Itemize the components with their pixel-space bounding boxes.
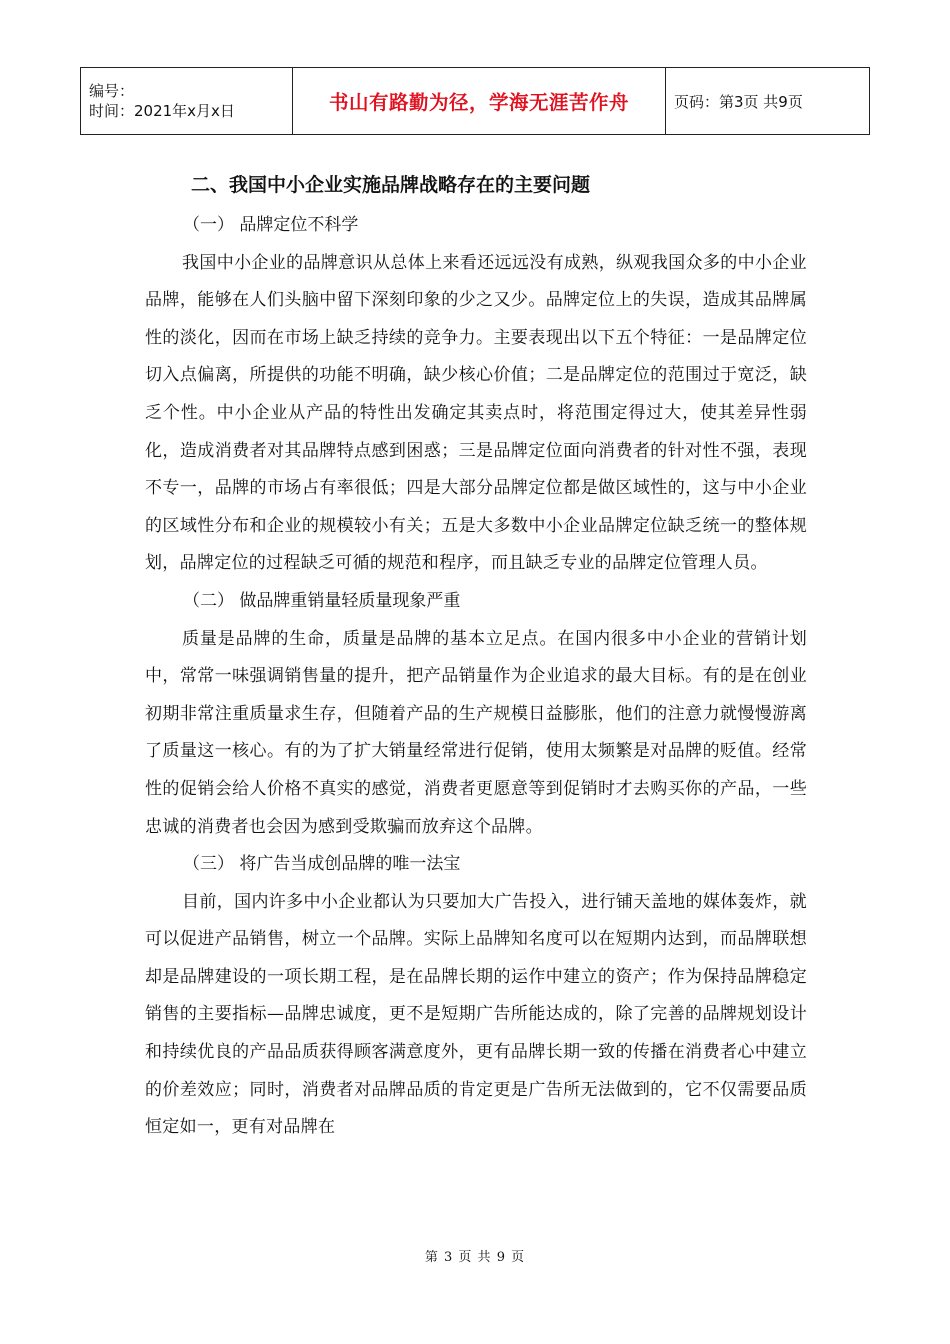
subsection-heading-3: （三） 将广告当成创品牌的唯一法宝 <box>183 854 461 875</box>
serial-number-label: 编号： <box>89 82 135 100</box>
date-label: 时间：2021年x月x日 <box>89 102 235 120</box>
section-title: 二、我国中小企业实施品牌战略存在的主要问题 <box>191 174 591 196</box>
page-footer: 第 3 页 共 9 页 <box>424 1250 526 1265</box>
paragraph: 我国中小企业的品牌意识从总体上来看还远远没有成熟，纵观我国众多的中小企业品牌，能够在人们头脑中留下深刻印象的少之又少。品牌定位上的失误，造成其品牌属性的淡化，因而在市场上缺乏持续的竞争力。主要表现出以下五个特征：一是品牌定位切入点偏离，所提供的功能不明确，缺少核心价值；二是品牌定位的范围过于宽泛，缺乏个性。中小企业从产品的特性出发确定其卖点时，将范围定得过大，使其差异性弱化，造成消费者对其品牌特点感到困惑；三是品牌定位面向消费者的针对性不强，表现不专一，品牌的市场占有率很低；四是大部分品牌定位都是做区域性的，这与中小企业的区域性分布和企业的规模较小有关；五是大多数中小企业品牌定位缺乏统一的整体规划，品牌定位的过程缺乏可循的规范和程序，而且缺乏专业的品牌定位管理人员。 <box>145 252 807 574</box>
document-body <box>145 163 807 1147</box>
document-header <box>80 67 870 135</box>
header-page-label: 页码：第3页 共9页 <box>666 68 870 135</box>
header-meta-cell <box>81 68 293 135</box>
subsection-heading-1: （一） 品牌定位不科学 <box>183 215 359 235</box>
paragraph: 目前，国内许多中小企业都认为只要加大广告投入，进行铺天盖地的媒体轰炸，就可以促进产品销售，树立一个品牌。实际上品牌知名度可以在短期内达到，而品牌联想却是品牌建设的一项长期工程，是在品牌长期的运作中建立的资产；作为保持品牌稳定销售的主要指标—品牌忠诚度，更不是短期广告所能达成的，除了完善的品牌规划设计和持续优良的产品品质获得顾客满意度外，更有品牌长期一致的传播在消费者心中建立的价差效应；同时，消费者对品牌品质的肯定更是广告所无法做到的，它不仅需要品质恒定如一，更有对品牌在 <box>145 891 807 1138</box>
paragraph: 质量是品牌的生命，质量是品牌的基本立足点。在国内很多中小企业的营销计划中，常常一味强调销售量的提升，把产品销量作为企业追求的最大目标。有的是在创业初期非常注重质量求生存，但随着产品的生产规模日益膨胀，他们的注意力就慢慢游离了质量这一核心。有的为了扩大销量经常进行促销，使用太频繁是对品牌的贬值。经常性的促销会给人价格不真实的感觉，消费者更愿意等到促销时才去购买你的产品，一些忠诚的消费者也会因为感到受欺骗而放弃这个品牌。 <box>145 628 807 837</box>
subsection-heading-2: （二） 做品牌重销量轻质量现象严重 <box>183 590 461 611</box>
header-motto: 书山有路勤为径，学海无涯苦作舟 <box>293 68 666 135</box>
